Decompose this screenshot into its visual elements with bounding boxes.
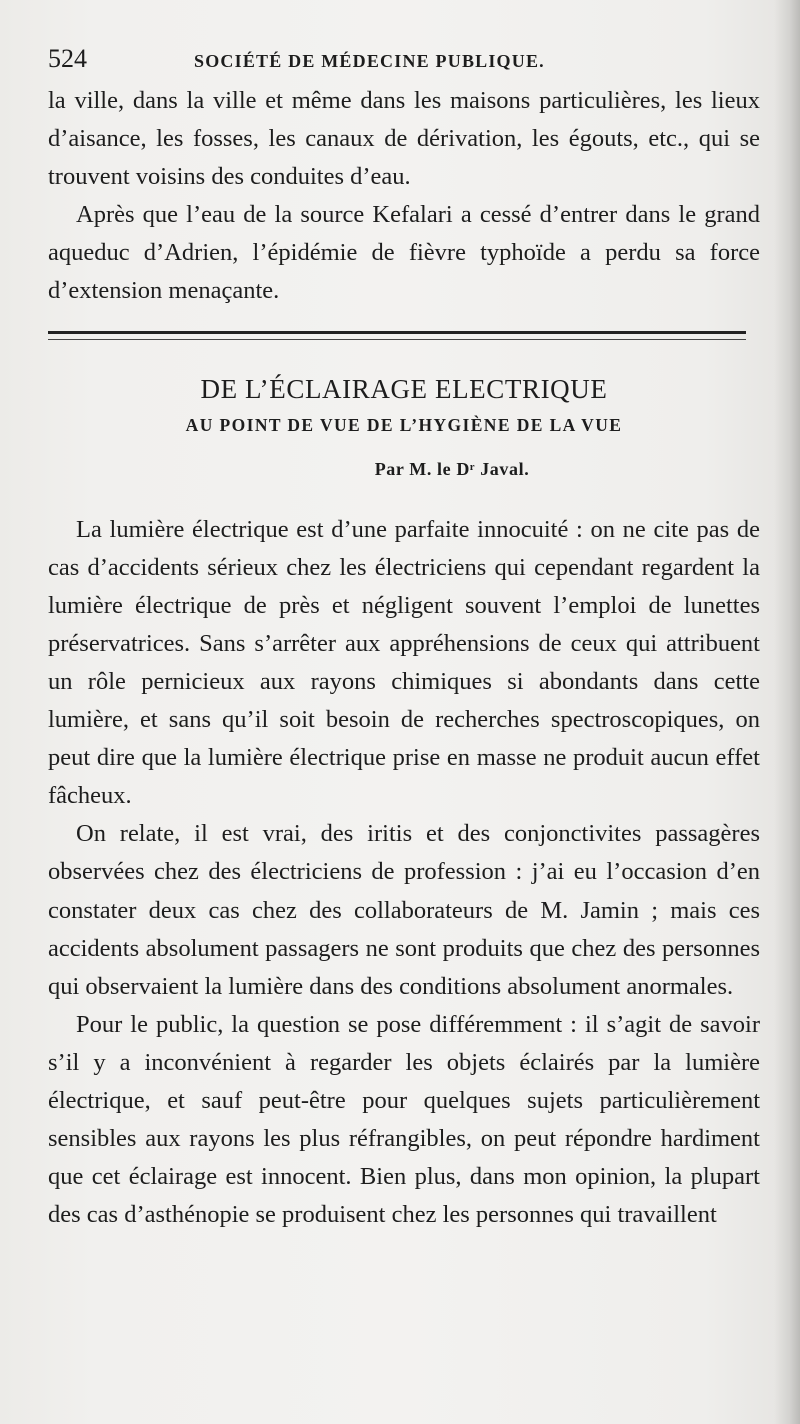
page-header	[48, 42, 746, 78]
article-paragraph-2: On relate, il est vrai, des iritis et des conjonctivites passagères observées chez des électriciens de profession : j’ai eu l’occasion d’en constater deux cas chez des collaborateurs de M. Jamin ; mais ces accidents absolument passagers ne sont produits que chez des personnes qui observaient la lumière dans des conditions absolument anormales.	[48, 820, 760, 1000]
section-divider	[48, 325, 760, 349]
running-head: SOCIÉTÉ DE MÉDECINE PUBLIQUE.	[194, 51, 545, 71]
divider-thick-rule	[48, 331, 746, 334]
divider-thin-rule	[48, 339, 746, 340]
article-author: Par M. le Dʳ Javal.	[374, 458, 530, 479]
page-content	[48, 82, 760, 1234]
page-number: 524	[48, 44, 87, 73]
article-paragraph-1: La lumière électrique est d’une parfaite innocuité : on ne cite pas de cas d’accidents sérieux chez les électriciens qui cependant regardent la lumière électrique de près et négligent souvent l’emploi de lunettes préservatrices. Sans s’arrêter aux appréhensions de ceux qui attribuent un rôle pernicieux aux rayons chimiques si abondants dans cette lumière, et sans qu’il soit besoin de recherches spectroscopiques, on peut dire que la lumière électrique prise en masse ne produit aucun effet fâcheux.	[48, 515, 760, 810]
article-paragraph-3: Pour le public, la question se pose différemment : il s’agit de savoir s’il y a inconvénient à regarder les objets éclairés par la lumière électrique, et sauf peut-être pour quelques sujets particulièrement sensibles aux rayons les plus réfrangibles, on peut répondre hardiment que cet éclairage est innocent. Bien plus, dans mon opinion, la plupart des cas d’asthénopie se produisent chez les personnes qui travaillent	[48, 1010, 760, 1229]
article-title: DE L’ÉCLAIRAGE ELECTRIQUE	[200, 373, 608, 404]
paragraph-kefalari: Après que l’eau de la source Kefalari a cessé d’entrer dans le grand aqueduc d’Adrien, l’épidémie de fièvre typhoïde a perdu sa force d’extension menaçante.	[48, 201, 760, 305]
page-edge-shadow	[774, 0, 800, 1424]
article-body	[48, 511, 760, 1235]
article-subtitle: AU POINT DE VUE DE L’HYGIÈNE DE LA VUE	[185, 414, 623, 435]
paragraph-continued: la ville, dans la ville et même dans les maisons particulières, les lieux d’aisance, les fosses, les canaux de dérivation, les égouts, etc., qui se trouvent voisins des conduites d’eau.	[48, 87, 760, 191]
